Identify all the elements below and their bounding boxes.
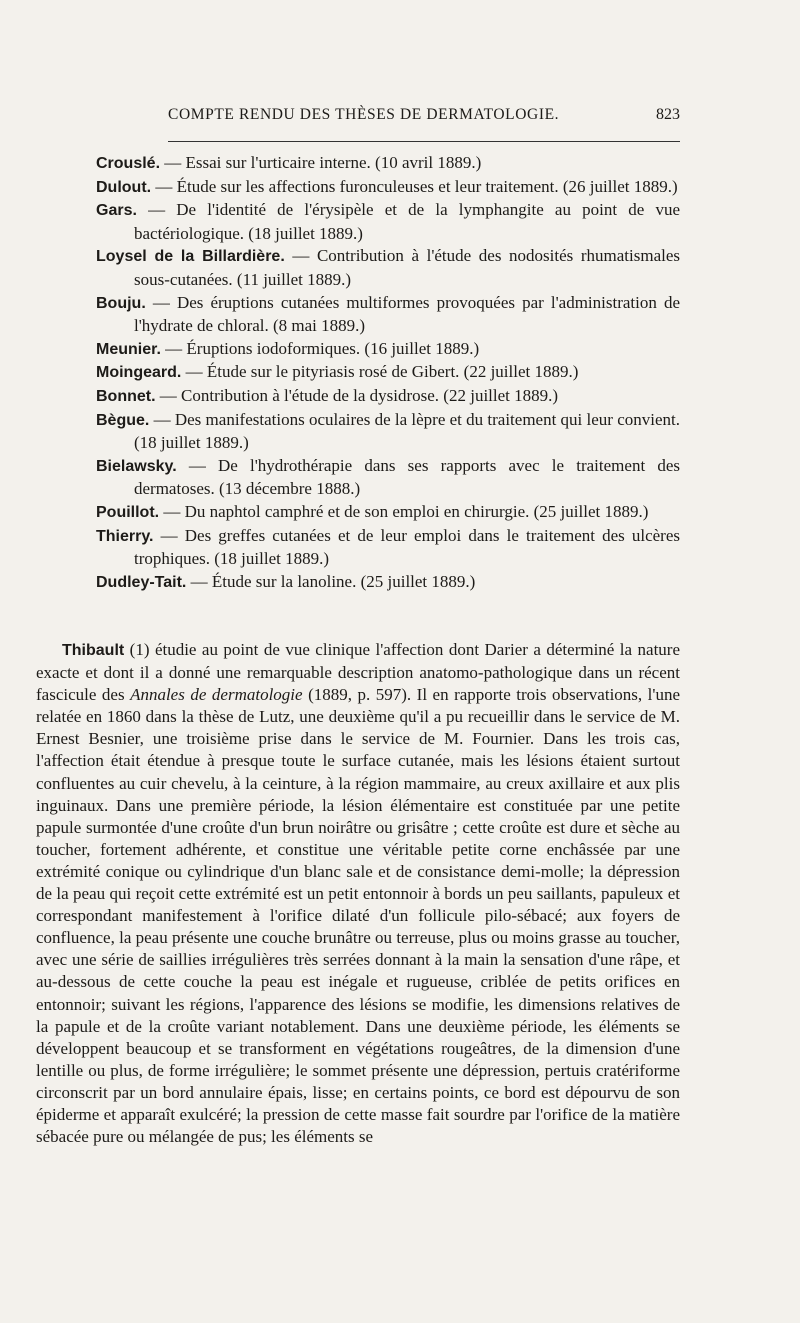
thesis-entry <box>48 385 680 409</box>
entry-author: Meunier. <box>96 340 161 358</box>
entry-author: Crouslé. <box>96 155 161 172</box>
entry-author: Dulout. <box>96 178 152 196</box>
entry-author: Loysel de la Billardière. <box>96 248 285 266</box>
thesis-entry <box>48 409 680 455</box>
entry-title: — Contribution à l'étude des nodosités rhumatismales sous-cutanées. (11 juillet 1889.) <box>134 246 680 289</box>
paragraph-text-1: (1) étudie au point de vue clinique l'affection dont Darier a déterminé la nature exacte et dont il a donné une remarquable description anatomo-pathologique dans un récent fascicule des <box>36 640 680 705</box>
entry-author: Thierry. <box>96 527 154 545</box>
thesis-entry <box>48 199 680 245</box>
thesis-entry <box>48 361 680 385</box>
entry-author: Pouillot. <box>96 503 160 521</box>
thesis-entry <box>48 501 680 525</box>
paragraph-text-2: (1889, p. 597). Il en rapporte trois observations, l'une relatée en 1860 dans la thèse de Lutz, une deuxième qu'il a pu recueillir dans le service de M. Ernest Besnier, une troisième prise dans le service de M. Fournier. Dans les trois cas, l'affection était étendue à presque toute le surface cutanée, mais les lésions étaient surtout confluentes au cuir chevelu, à la ceinture, à la région mammaire, au creux axillaire et aux plis inguinaux. Dans une première période, la lésion élémentaire est constituée par une petite papule surmontée d'une croûte d'un brun noirâtre ou grisâtre ; cette croûte est dure et sèche au toucher, fortement adhérente, et constitue une véritable petite corne enchâssée par une extrémité conique ou cylindrique d'un blanc sale et de consistance demi-molle; la dépression de la peau qui reçoit cette extrémité est un petit entonnoir à bords un peu saillants, papuleux et correspondant manifestement à l'orifice dilaté d'un follicule pilo-sébacé; aux foyers de confluence, la peau présente une couche brunâtre ou terreuse, plus ou moins grasse au toucher, avec une série de saillies irrégulières très serrées donnant à la main la sensation d'une râpe, et au-dessous de cette couche la peau est inégale et rugueuse, criblée de petits orifices en entonnoir; suivant les régions, l'apparence des lésions se modifie, les dimensions relatives de la papule et de la croûte variant notablement. Dans une deuxième période, les éléments se développent beaucoup et se transforment en végétations rougeâtres, de la dimension d'une lentille ou plus, de forme irrégulière; le sommet présente une dépression, pertuis cratériforme circonscrit par un bord annulaire épais, lisse; en certains points, ce bord est dépourvu de son épiderme et apparaît exulcéré; la pression de cette masse fait sourdre par l'orifice de la matière sébacée pure ou mélangée de pus; les éléments se <box>36 685 680 1147</box>
thesis-entry <box>48 455 680 501</box>
entry-title: — Étude sur les affections furonculeuses et leur traitement. (26 juillet 1889.) <box>155 176 678 196</box>
entry-title: — Des greffes cutanées et de leur emploi dans le traitement des ulcères trophiques. (18 juillet 1889.) <box>134 525 680 569</box>
entry-title: — Essai sur l'urticaire interne. (10 avril 1889.) <box>164 153 482 172</box>
running-header <box>168 106 680 128</box>
author-name: Thibault <box>62 642 125 659</box>
entry-author: Bonnet. <box>96 387 156 405</box>
thesis-entry <box>48 245 680 291</box>
entry-author: Moingeard. <box>96 364 182 382</box>
header-rule <box>168 141 680 142</box>
journal-title: Annales de dermatologie <box>130 685 303 705</box>
entry-title: — De l'identité de l'érysipèle et de la lymphangite au point de vue bactériologique. (18 juillet 1889.) <box>134 200 681 243</box>
entry-title: — Des manifestations oculaires de la lèpre et du traitement qui leur convient. (18 juillet 1889.) <box>134 409 681 453</box>
thesis-entry <box>48 292 680 338</box>
entry-title: — Du naphtol camphré et de son emploi en chirurgie. (25 juillet 1889.) <box>163 501 649 521</box>
body-paragraph <box>36 639 680 1148</box>
entry-author: Bouju. <box>96 294 146 312</box>
thesis-entry <box>48 571 680 595</box>
entry-title: — Étude sur la lanoline. (25 juillet 1889.) <box>190 571 476 591</box>
thesis-entry <box>48 176 680 200</box>
thesis-list <box>48 152 680 594</box>
entry-title: — Des éruptions cutanées multiformes provoquées par l'administration de l'hydrate de chloral. (8 mai 1889.) <box>134 292 680 336</box>
entry-author: Bègue. <box>96 411 150 429</box>
entry-author: Dudley-Tait. <box>96 573 187 591</box>
thesis-entry <box>48 525 680 571</box>
thesis-entry <box>48 338 680 362</box>
running-title: COMPTE RENDU DES THÈSES DE DERMATOLOGIE. <box>168 106 560 123</box>
thesis-entry <box>48 152 680 176</box>
entry-title: — Éruptions iodoformiques. (16 juillet 1889.) <box>165 338 480 358</box>
entry-title: — Étude sur le pityriasis rosé de Gibert. (22 juillet 1889.) <box>185 362 579 382</box>
entry-title: — Contribution à l'étude de la dysidrose. (22 juillet 1889.) <box>159 385 559 405</box>
page-number: 823 <box>656 106 680 123</box>
entry-author: Gars. <box>96 202 137 220</box>
entry-author: Bielawsky. <box>96 457 177 475</box>
entry-title: — De l'hydrothérapie dans ses rapports avec le traitement des dermatoses. (13 décembre 1888.) <box>134 455 680 499</box>
